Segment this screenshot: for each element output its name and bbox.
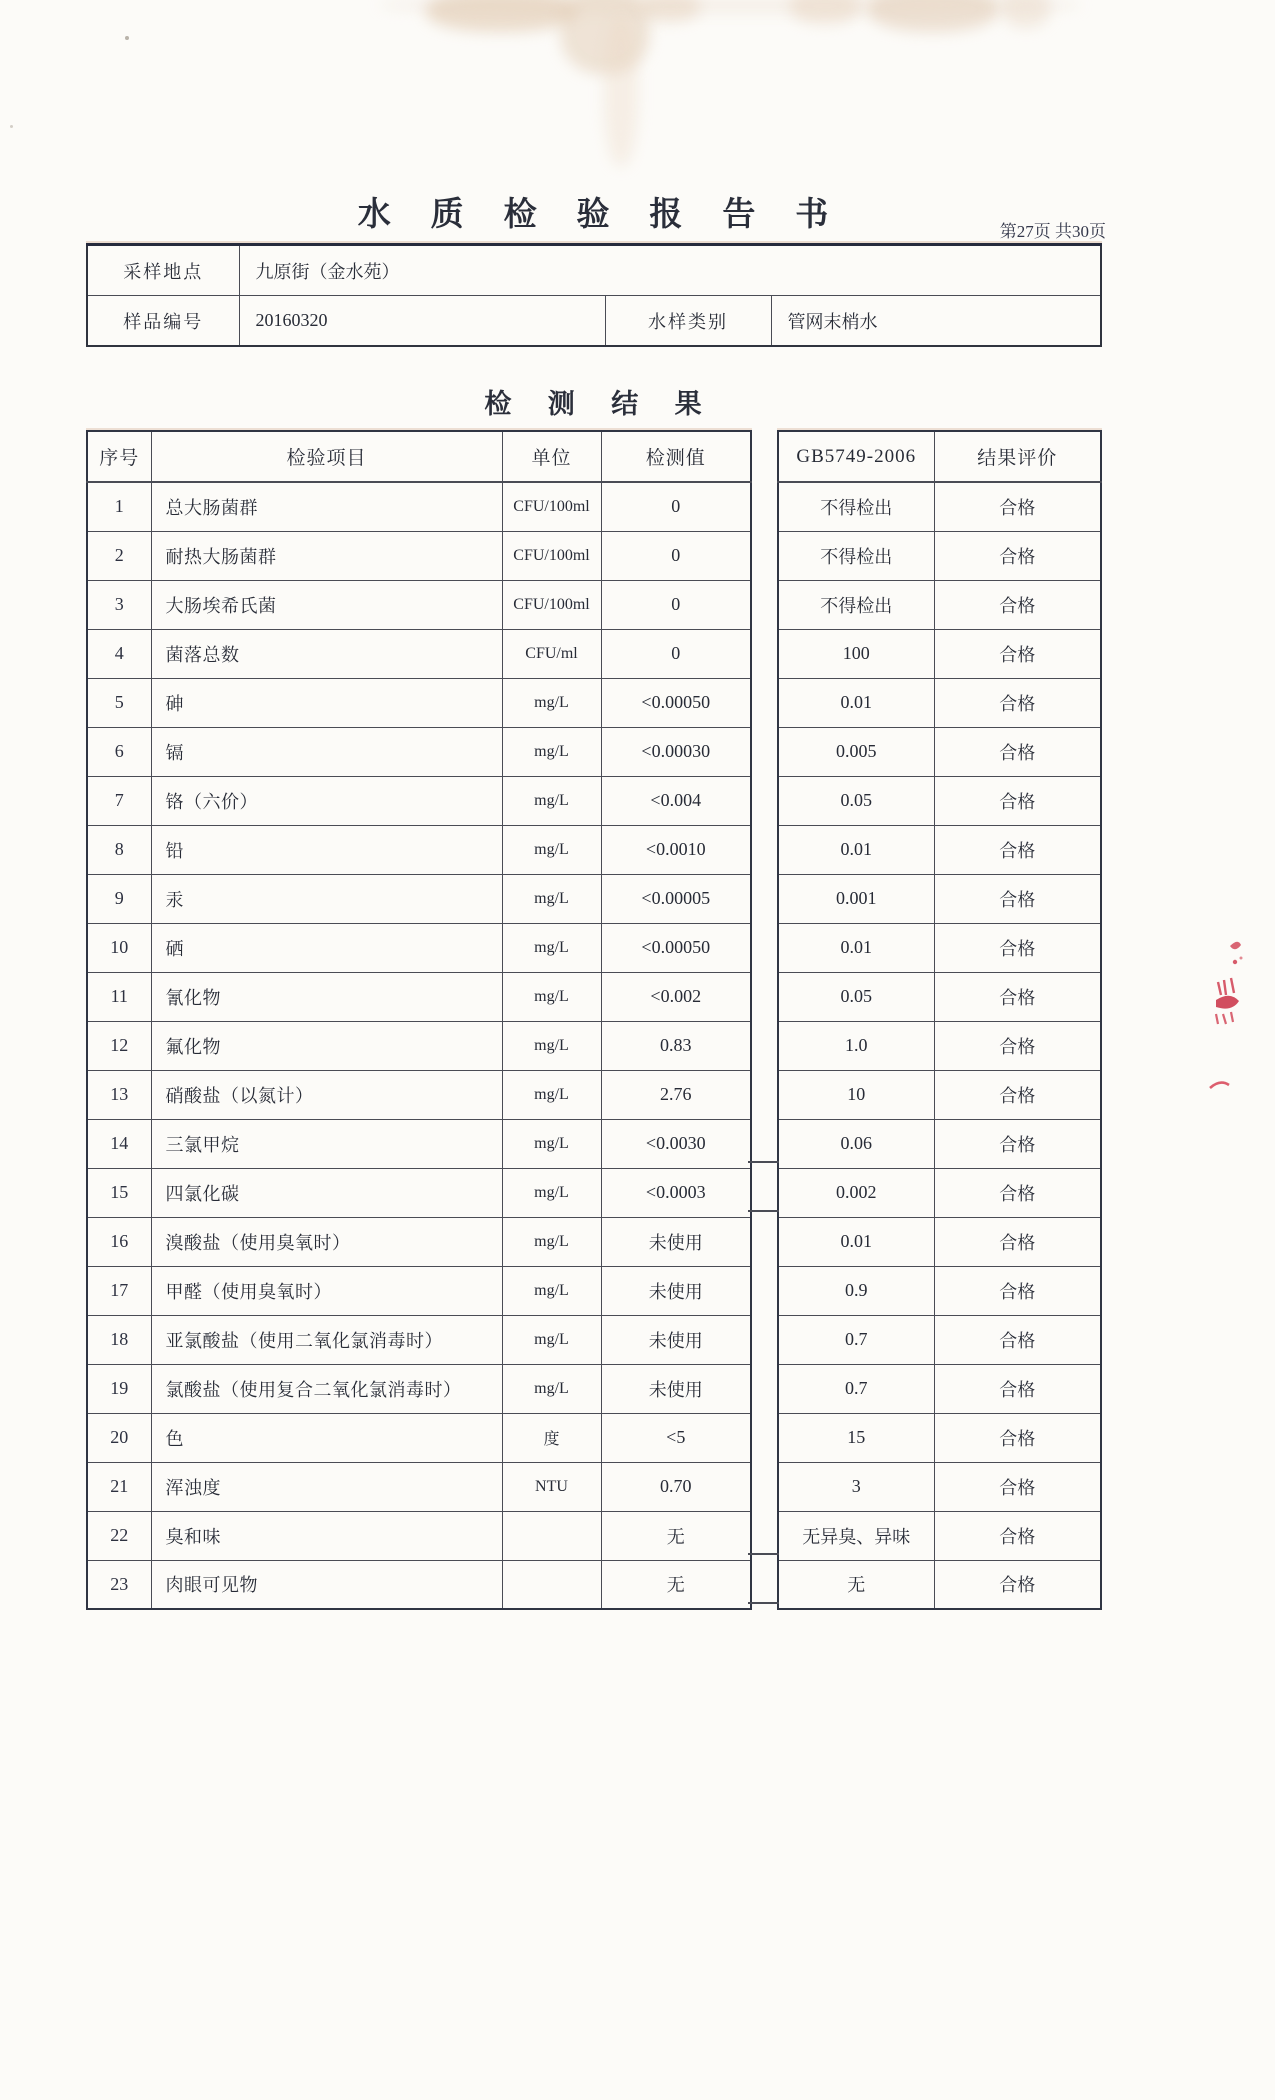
measured-value-cell: <0.004 [601,776,751,825]
measured-value-cell: <0.00030 [601,727,751,776]
table-row [778,1511,1101,1560]
evaluation-cell: 合格 [934,678,1101,727]
col-header-item: 检验项目 [151,431,502,482]
row-number-cell: 15 [87,1168,151,1217]
table-row [778,580,1101,629]
results-header-row [87,431,751,482]
standard-limit-cell: 0.05 [778,776,934,825]
row-number-cell: 17 [87,1266,151,1315]
table-row [87,1119,751,1168]
measured-value-cell: <0.0030 [601,1119,751,1168]
measured-value-cell: 未使用 [601,1315,751,1364]
evaluation-cell: 合格 [934,1315,1101,1364]
row-number-cell: 4 [87,629,151,678]
evaluation-cell: 合格 [934,1266,1101,1315]
table-row [87,1217,751,1266]
unit-cell: mg/L [502,1021,601,1070]
unit-cell: mg/L [502,1168,601,1217]
measured-value-cell: 0 [601,482,751,531]
standard-limit-cell: 不得检出 [778,580,934,629]
table-row [87,1315,751,1364]
standard-limit-cell: 0.01 [778,923,934,972]
standard-limit-cell: 10 [778,1070,934,1119]
standard-limit-cell: 0.01 [778,825,934,874]
evaluation-cell: 合格 [934,629,1101,678]
results-body-left [87,482,751,1609]
row-number-cell: 20 [87,1413,151,1462]
table-row [778,531,1101,580]
row-number-cell: 9 [87,874,151,923]
row-number-cell: 1 [87,482,151,531]
row-number-cell: 12 [87,1021,151,1070]
item-name-cell: 溴酸盐（使用臭氧时） [151,1217,502,1266]
unit-cell: mg/L [502,776,601,825]
unit-cell: mg/L [502,1315,601,1364]
standard-limit-cell: 0.002 [778,1168,934,1217]
unit-cell: mg/L [502,1070,601,1119]
unit-cell: mg/L [502,1266,601,1315]
standard-limit-cell: 1.0 [778,1021,934,1070]
unit-cell: mg/L [502,1217,601,1266]
table-row [87,874,751,923]
standard-limit-cell: 0.7 [778,1315,934,1364]
row-number-cell: 13 [87,1070,151,1119]
measured-value-cell: <0.0010 [601,825,751,874]
item-name-cell: 硒 [151,923,502,972]
evaluation-cell: 合格 [934,1021,1101,1070]
measured-value-cell: <0.0003 [601,1168,751,1217]
table-row [87,1560,751,1609]
table-row [87,1266,751,1315]
col-header-value: 检测值 [601,431,751,482]
table-divider-bridge [748,1210,779,1212]
standard-limit-cell: 100 [778,629,934,678]
row-number-cell: 8 [87,825,151,874]
row-number-cell: 7 [87,776,151,825]
item-name-cell: 大肠埃希氏菌 [151,580,502,629]
item-name-cell: 总大肠菌群 [151,482,502,531]
standard-limit-cell: 无异臭、异味 [778,1511,934,1560]
table-row [87,1364,751,1413]
row-number-cell: 3 [87,580,151,629]
measured-value-cell: <0.00005 [601,874,751,923]
standard-limit-cell: 不得检出 [778,531,934,580]
table-row [87,776,751,825]
measured-value-cell: <0.002 [601,972,751,1021]
col-header-unit: 单位 [502,431,601,482]
measured-value-cell: 0.70 [601,1462,751,1511]
item-name-cell: 汞 [151,874,502,923]
measured-value-cell: 0 [601,531,751,580]
table-row [87,629,751,678]
evaluation-cell: 合格 [934,825,1101,874]
item-name-cell: 镉 [151,727,502,776]
evaluation-cell: 合格 [934,776,1101,825]
unit-cell: mg/L [502,874,601,923]
table-row [87,482,751,531]
standard-limit-cell: 0.01 [778,1217,934,1266]
table-divider-bridge [748,1553,779,1555]
unit-cell: NTU [502,1462,601,1511]
unit-cell: mg/L [502,1364,601,1413]
table-row [778,1413,1101,1462]
standard-limit-cell: 0.05 [778,972,934,1021]
table-row [87,678,751,727]
red-ink-marks [1204,936,1250,1102]
item-name-cell: 四氯化碳 [151,1168,502,1217]
evaluation-cell: 合格 [934,727,1101,776]
unit-cell [502,1560,601,1609]
sample-info-table [86,243,1102,347]
table-row [778,1119,1101,1168]
item-name-cell: 浑浊度 [151,1462,502,1511]
table-row [778,1168,1101,1217]
table-row [87,1511,751,1560]
table-row [87,1413,751,1462]
evaluation-cell: 合格 [934,1119,1101,1168]
scan-smudge [790,0,860,24]
row-number-cell: 18 [87,1315,151,1364]
col-header-evaluation: 结果评价 [934,431,1101,482]
standard-limit-cell: 0.9 [778,1266,934,1315]
measured-value-cell: 未使用 [601,1217,751,1266]
standard-limit-cell: 0.001 [778,874,934,923]
unit-cell: 度 [502,1413,601,1462]
row-number-cell: 6 [87,727,151,776]
table-row [778,1021,1101,1070]
table-row [87,580,751,629]
standard-limit-cell: 0.7 [778,1364,934,1413]
item-name-cell: 氟化物 [151,1021,502,1070]
measured-value-cell: 0.83 [601,1021,751,1070]
table-row [87,1462,751,1511]
item-name-cell: 菌落总数 [151,629,502,678]
sample-location-row [87,245,1101,296]
table-row [87,1168,751,1217]
standard-limit-cell: 0.01 [778,678,934,727]
measured-value-cell: <0.00050 [601,678,751,727]
measured-value-cell: 未使用 [601,1266,751,1315]
evaluation-cell: 合格 [934,1364,1101,1413]
item-name-cell: 亚氯酸盐（使用二氧化氯消毒时） [151,1315,502,1364]
unit-cell: mg/L [502,825,601,874]
evaluation-cell: 合格 [934,972,1101,1021]
scan-smudge [604,16,638,166]
scan-smudge [868,0,998,32]
row-number-cell: 22 [87,1511,151,1560]
sampling-location-value: 九原街（金水苑） [239,245,1101,296]
evaluation-cell: 合格 [934,531,1101,580]
item-name-cell: 耐热大肠菌群 [151,531,502,580]
sampling-location-label: 采样地点 [87,245,239,296]
table-row [778,1315,1101,1364]
standard-limit-cell: 无 [778,1560,934,1609]
item-name-cell: 铬（六价） [151,776,502,825]
evaluation-cell: 合格 [934,1462,1101,1511]
table-row [778,1266,1101,1315]
scan-smudge [426,0,576,32]
table-row [778,825,1101,874]
item-name-cell: 色 [151,1413,502,1462]
water-type-label: 水样类别 [605,296,771,347]
table-row [778,629,1101,678]
evaluation-cell: 合格 [934,1168,1101,1217]
item-name-cell: 肉眼可见物 [151,1560,502,1609]
table-row [778,874,1101,923]
standard-limit-cell: 不得检出 [778,482,934,531]
col-header-no: 序号 [87,431,151,482]
table-row [778,923,1101,972]
table-row [778,972,1101,1021]
table-row [87,825,751,874]
unit-cell: mg/L [502,1119,601,1168]
results-header-row [778,431,1101,482]
table-row [778,678,1101,727]
measured-value-cell: 未使用 [601,1364,751,1413]
standard-limit-cell: 0.06 [778,1119,934,1168]
table-row [778,1364,1101,1413]
evaluation-cell: 合格 [934,923,1101,972]
table-row [778,727,1101,776]
unit-cell: CFU/100ml [502,531,601,580]
col-header-standard: GB5749-2006 [778,431,934,482]
evaluation-cell: 合格 [934,1413,1101,1462]
table-row [87,1021,751,1070]
table-row [778,1560,1101,1609]
table-row [778,1462,1101,1511]
measured-value-cell: 无 [601,1560,751,1609]
water-type-value: 管网末梢水 [771,296,1101,347]
page-indicator: 第27页 共30页 [999,222,1106,241]
scan-speck [10,125,13,128]
sample-number-row [87,296,1101,347]
results-table-left [86,430,752,1610]
table-row [778,776,1101,825]
table-row [778,1217,1101,1266]
table-divider-bridge [748,1602,779,1604]
unit-cell: mg/L [502,972,601,1021]
section-heading: 检 测 结 果 [484,389,717,419]
scan-smudge [1002,0,1050,28]
item-name-cell: 三氯甲烷 [151,1119,502,1168]
table-divider-bridge [748,1161,779,1163]
item-name-cell: 氯酸盐（使用复合二氧化氯消毒时） [151,1364,502,1413]
measured-value-cell: 2.76 [601,1070,751,1119]
item-name-cell: 硝酸盐（以氮计） [151,1070,502,1119]
sample-number-label: 样品编号 [87,296,239,347]
table-row [87,923,751,972]
item-name-cell: 砷 [151,678,502,727]
results-body-right [778,482,1101,1609]
evaluation-cell: 合格 [934,874,1101,923]
evaluation-cell: 合格 [934,1070,1101,1119]
table-row [778,482,1101,531]
table-row [87,972,751,1021]
sample-number-value: 20160320 [239,296,605,347]
row-number-cell: 14 [87,1119,151,1168]
row-number-cell: 5 [87,678,151,727]
unit-cell [502,1511,601,1560]
measured-value-cell: 0 [601,629,751,678]
standard-limit-cell: 15 [778,1413,934,1462]
row-number-cell: 23 [87,1560,151,1609]
report-title: 水 质 检 验 报 告 书 [357,197,845,233]
item-name-cell: 甲醛（使用臭氧时） [151,1266,502,1315]
unit-cell: CFU/ml [502,629,601,678]
item-name-cell: 铅 [151,825,502,874]
evaluation-cell: 合格 [934,580,1101,629]
standard-limit-cell: 0.005 [778,727,934,776]
row-number-cell: 16 [87,1217,151,1266]
evaluation-cell: 合格 [934,1560,1101,1609]
table-row [87,531,751,580]
measured-value-cell: 0 [601,580,751,629]
item-name-cell: 臭和味 [151,1511,502,1560]
unit-cell: mg/L [502,727,601,776]
row-number-cell: 10 [87,923,151,972]
scan-smudge [640,0,700,22]
evaluation-cell: 合格 [934,1217,1101,1266]
item-name-cell: 氰化物 [151,972,502,1021]
scan-speck [125,36,129,40]
unit-cell: CFU/100ml [502,580,601,629]
unit-cell: mg/L [502,678,601,727]
row-number-cell: 19 [87,1364,151,1413]
row-number-cell: 11 [87,972,151,1021]
table-row [87,727,751,776]
unit-cell: mg/L [502,923,601,972]
row-number-cell: 2 [87,531,151,580]
row-number-cell: 21 [87,1462,151,1511]
table-row [778,1070,1101,1119]
measured-value-cell: <5 [601,1413,751,1462]
standard-limit-cell: 3 [778,1462,934,1511]
unit-cell: CFU/100ml [502,482,601,531]
measured-value-cell: <0.00050 [601,923,751,972]
evaluation-cell: 合格 [934,482,1101,531]
evaluation-cell: 合格 [934,1511,1101,1560]
results-table-right [777,430,1102,1610]
table-row [87,1070,751,1119]
measured-value-cell: 无 [601,1511,751,1560]
